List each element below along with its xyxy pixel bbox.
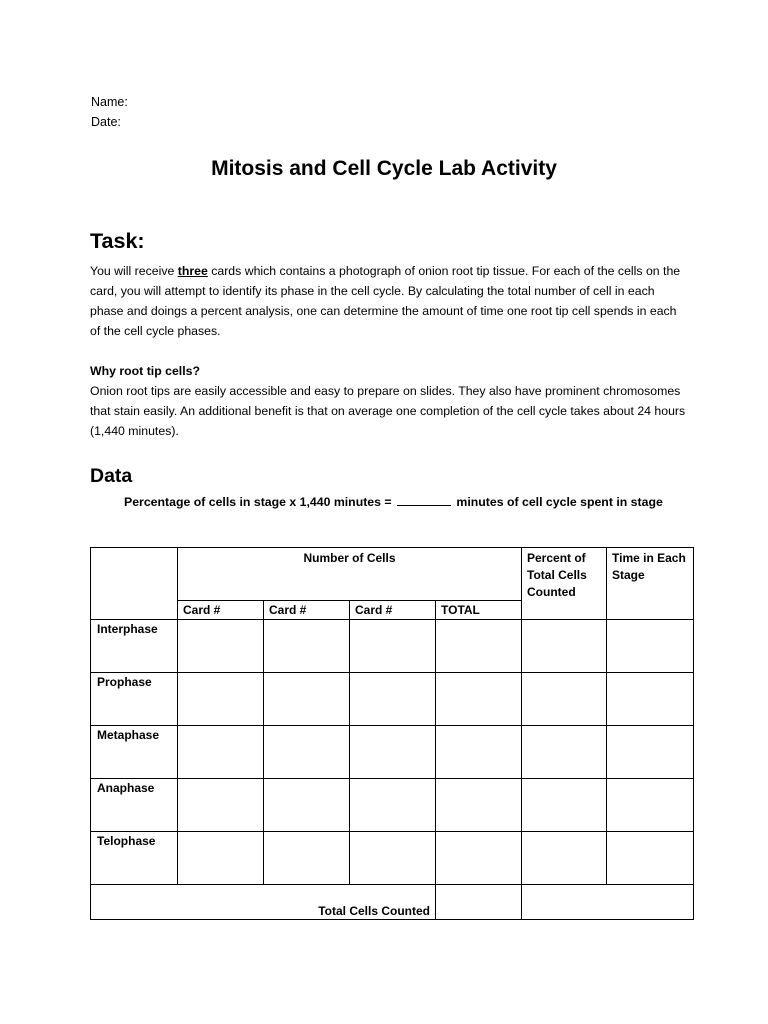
blank-cell[interactable] <box>436 673 522 726</box>
task-text-part1: You will receive <box>90 264 178 278</box>
total-row <box>91 885 694 920</box>
blank-cell[interactable] <box>436 726 522 779</box>
page-title: Mitosis and Cell Cycle Lab Activity <box>211 157 557 180</box>
total-cells-counted-label: Total Cells Counted <box>91 885 436 920</box>
task-paragraph <box>90 261 690 341</box>
blank-cell[interactable] <box>522 620 607 673</box>
table-header-row <box>91 548 694 601</box>
blank-cell[interactable] <box>178 673 264 726</box>
card-header-2: Card # <box>264 601 350 620</box>
blank-cell[interactable] <box>607 779 694 832</box>
number-of-cells-header: Number of Cells <box>178 548 522 601</box>
formula-left: Percentage of cells in stage x 1,440 minutes = <box>124 495 395 509</box>
task-heading: Task: <box>90 229 145 253</box>
blank-cell[interactable] <box>178 726 264 779</box>
phase-label: Anaphase <box>91 779 178 832</box>
blank-cell[interactable] <box>178 620 264 673</box>
blank-cell[interactable] <box>607 726 694 779</box>
formula-line <box>124 495 663 509</box>
blank-cell[interactable] <box>607 832 694 885</box>
table-row <box>91 673 694 726</box>
blank-cell[interactable] <box>607 620 694 673</box>
blank-cell[interactable] <box>178 779 264 832</box>
blank-cell[interactable] <box>350 726 436 779</box>
blank-cell[interactable] <box>350 620 436 673</box>
blank-cell[interactable] <box>522 673 607 726</box>
blank-cell[interactable] <box>350 673 436 726</box>
blank-cell[interactable] <box>436 832 522 885</box>
task-text-part2: cards which contains a photograph of onion root tip tissue. For each of the cells on the card, you will attempt to identify its phase in the cell cycle. By calculating the total number of cell in each phase and doings a percent analysis, one can determine the amount of time one root tip cell spends in each of the cell cycle phases. <box>90 264 681 338</box>
data-heading: Data <box>90 465 133 487</box>
phase-label: Interphase <box>91 620 178 673</box>
table-row <box>91 779 694 832</box>
formula-right: minutes of cell cycle spent in stage <box>453 495 663 509</box>
blank-cell[interactable] <box>607 673 694 726</box>
blank-cell[interactable] <box>178 832 264 885</box>
task-text-emphasis: three <box>177 264 208 278</box>
blank-cell[interactable] <box>522 779 607 832</box>
card-header-1: Card # <box>178 601 264 620</box>
table-row <box>91 726 694 779</box>
blank-cell[interactable] <box>350 779 436 832</box>
total-count-cell[interactable] <box>436 885 522 920</box>
time-header: Time in Each Stage <box>607 548 694 620</box>
formula-blank <box>397 495 451 506</box>
data-table <box>90 547 694 920</box>
name-label: Name: <box>91 95 128 109</box>
table-row <box>91 620 694 673</box>
phase-label: Telophase <box>91 832 178 885</box>
total-extra-cell[interactable] <box>522 885 694 920</box>
total-header: TOTAL <box>436 601 522 620</box>
blank-cell[interactable] <box>522 832 607 885</box>
blank-cell[interactable] <box>264 673 350 726</box>
why-heading: Why root tip cells? <box>90 364 200 378</box>
card-header-3: Card # <box>350 601 436 620</box>
blank-cell[interactable] <box>264 832 350 885</box>
phase-label: Metaphase <box>91 726 178 779</box>
why-paragraph: Onion root tips are easily accessible and easy to prepare on slides. They also have prominent chromosomes that stain easily. An additional benefit is that on average one completion of the cell cycle takes about 24 hours (1,440 minutes). <box>90 384 686 438</box>
blank-cell[interactable] <box>264 620 350 673</box>
blank-cell[interactable] <box>264 779 350 832</box>
blank-cell[interactable] <box>436 620 522 673</box>
blank-cell[interactable] <box>350 832 436 885</box>
table-row <box>91 832 694 885</box>
phase-label: Prophase <box>91 673 178 726</box>
percent-header: Percent of Total Cells Counted <box>522 548 607 620</box>
empty-corner-cell <box>91 548 178 620</box>
date-label: Date: <box>91 115 121 129</box>
blank-cell[interactable] <box>436 779 522 832</box>
blank-cell[interactable] <box>522 726 607 779</box>
blank-cell[interactable] <box>264 726 350 779</box>
